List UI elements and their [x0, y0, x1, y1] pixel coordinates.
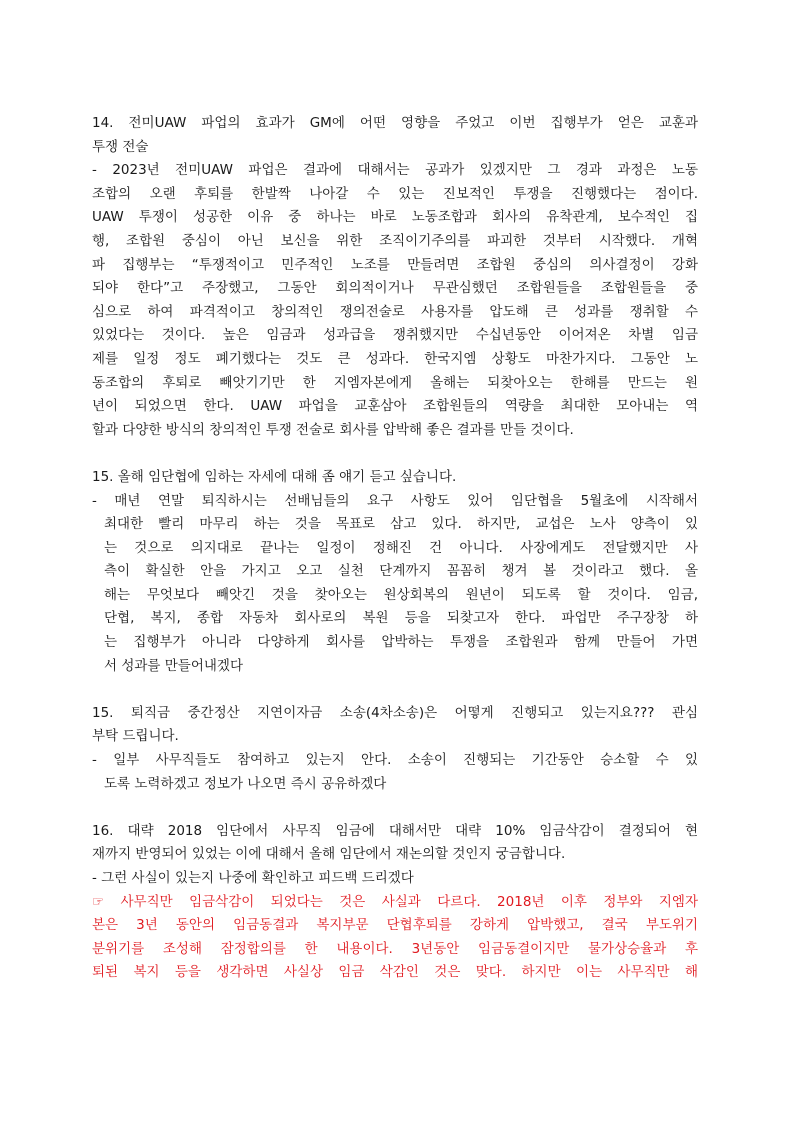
answer-14-line: 년이 되었으면 한다. UAW 파업을 교훈삼아 조합원들의 역량을 최대한 모아내는 역 [92, 398, 698, 415]
question-16-section [92, 820, 698, 985]
answer-15b-line: 도록 노력하겠고 정보가 나오면 즉시 공유하겠다 [104, 775, 387, 792]
answer-14-line: UAW 투쟁이 성공한 이유 중 하나는 바로 노동조합과 회사의 유착관계, 보수적인 집 [92, 209, 698, 226]
answer-14-line: 제를 일정 정도 폐기했다는 것도 큰 성과다. 한국지엠 상황도 마찬가지다. 그동안 노 [92, 350, 698, 367]
question-15-section [92, 466, 698, 678]
question-16-line: 16. 대략 2018 임단에서 사무직 임금에 대해서만 대략 10% 임금삭감이 결정되어 현 [92, 822, 698, 839]
answer-14-line: 행, 조합원 중심이 아닌 보신을 위한 조직이기주의를 파괴한 것부터 시작했다. 개혁 [92, 232, 698, 249]
answer-15-line: 측이 확실한 안을 가지고 오고 실천 단계까지 꼼꼼히 챙겨 볼 것이라고 했다. 올 [104, 563, 698, 580]
question-15-line: 15. 올해 임단협에 임하는 자세에 대해 좀 얘기 듣고 싶습니다. [92, 468, 457, 485]
question-15b-section [92, 702, 698, 796]
answer-16-line: - 그런 사실이 있는지 나중에 확인하고 피드백 드리겠다 [92, 870, 414, 886]
answer-15b-line: - 일부 사무직들도 참여하고 있는지 안다. 소송이 진행되는 기간동안 승소할 수 있 [92, 752, 698, 769]
question-14-line: 14. 전미UAW 파업의 효과가 GM에 어떤 영향을 주었고 이번 집행부가 얻은 교훈과 [92, 115, 698, 131]
answer-16-red-line: ☞ 사무직만 임금삭감이 되었다는 것은 사실과 다르다. 2018년 이후 정부와 지엠자 [92, 893, 698, 910]
answer-15-line: 단협, 복지, 종합 자동차 회사로의 복원 등을 되찾고자 한다. 파업만 주구장창 하 [104, 610, 698, 627]
document-page [92, 112, 698, 985]
answer-14-line: 있었다는 것이다. 높은 임금과 성과급을 쟁취했지만 수십년동안 이어져온 차별 임금 [92, 327, 698, 344]
question-14-line: 투쟁 전술 [92, 138, 149, 155]
question-15b-line: 15. 퇴직금 중간정산 지연이자금 소송(4차소송)은 어떻게 진행되고 있는지요??? 관심 [92, 704, 698, 721]
answer-15-line: 는 것으로 의지대로 끝나는 일정이 정해진 건 아니다. 사장에게도 전달했지만 사 [104, 539, 698, 556]
answer-15-line: - 매년 연말 퇴직하시는 선배님들의 요구 사항도 있어 임단협을 5월초에 시작해서 [92, 492, 698, 509]
answer-16-red-line: 본은 3년 동안의 임금동결과 복지부문 단협후퇴를 강하게 압박했고, 결국 부도위기 [92, 917, 698, 934]
section-gap [92, 796, 698, 820]
answer-14-line: 동조합의 후퇴로 빼앗기기만 한 지엠자본에게 올해는 되찾아오는 한해를 만드는 원 [92, 374, 698, 391]
question-14-section [92, 112, 698, 442]
answer-15-line: 해는 무엇보다 빼앗긴 것을 찾아오는 원상회복의 원년이 되도록 할 것이다. 임금, [104, 586, 698, 603]
answer-14-line: 심으로 하여 파격적이고 창의적인 쟁의전술로 사용자를 압도해 큰 성과를 쟁취할 수 [92, 303, 698, 320]
section-gap [92, 678, 698, 702]
answer-14-line: - 2023년 전미UAW 파업은 결과에 대해서는 공과가 있겠지만 그 경과 과정은 노동 [92, 162, 698, 179]
answer-15-line: 는 집행부가 아니라 다양하게 회사를 압박하는 투쟁을 조합원과 함께 만들어 가면 [104, 634, 698, 651]
answer-15-line: 최대한 빨리 마무리 하는 것을 목표로 삼고 있다. 하지만, 교섭은 노사 양측이 있 [104, 516, 698, 533]
answer-14-line: 되야 한다”고 주장했고, 그동안 회의적이거나 무관심했던 조합원들을 조합원들을 중 [92, 280, 698, 297]
answer-16-red-line: 퇴된 복지 등을 생각하면 사실상 임금 삭감인 것은 맞다. 하지만 이는 사무직만 해 [92, 964, 698, 981]
section-gap [92, 442, 698, 466]
answer-14-line: 파 집행부는 “투쟁적이고 민주적인 노조를 만들려면 조합원 중심의 의사결정이 강화 [92, 256, 698, 273]
answer-15-line: 서 성과를 만들어내겠다 [104, 657, 243, 674]
question-16-line: 재까지 반영되어 있었는 이에 대해서 올해 임단에서 재논의할 것인지 궁금합니다. [92, 846, 566, 863]
answer-16-red-line: 분위기를 조성해 잠정합의를 한 내용이다. 3년동안 임금동결이지만 물가상승율과 후 [92, 940, 698, 957]
answer-14-line: 조합의 오랜 후퇴를 한발짝 나아갈 수 있는 진보적인 투쟁을 진행했다는 점이다. [92, 185, 698, 202]
answer-14-line: 할과 다양한 방식의 창의적인 투쟁 전술로 회사를 압박해 좋은 결과를 만들 것이다. [92, 421, 574, 438]
question-15b-line: 부탁 드립니다. [92, 728, 179, 745]
